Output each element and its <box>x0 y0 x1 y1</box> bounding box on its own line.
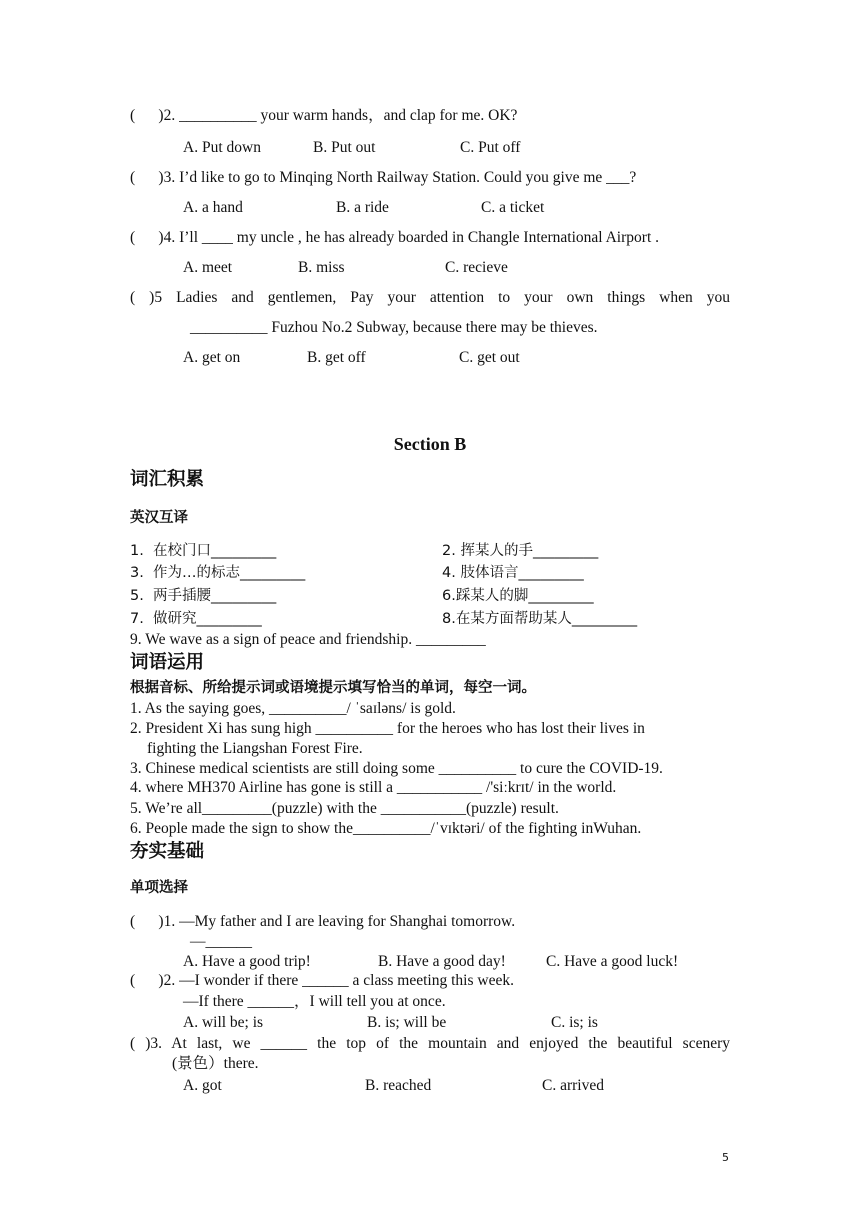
usage-heading: 词语运用 <box>130 652 205 673</box>
question-5-stem-line1: ( )5 Ladies and gentlemen, Pay your attention to your own things when you <box>130 289 730 306</box>
section-title: Section B <box>393 434 467 454</box>
basics-subheading: 单项选择 <box>130 880 188 896</box>
vocab-item-3: 3. 作为…的标志_________ <box>130 565 306 581</box>
question-4-option-b: B. miss <box>298 259 345 276</box>
vocab-subheading: 英汉互译 <box>130 510 188 526</box>
usage-line-4: 4. where MH370 Airline has gone is still a ___________ /'siːkrɪt/ in the world. <box>130 779 617 796</box>
mc-question-2-option-c: C. is; is <box>551 1014 598 1031</box>
mc-question-1-option-b: B. Have a good day! <box>378 953 506 970</box>
question-3-option-c: C. a ticket <box>481 199 545 216</box>
question-4-option-a: A. meet <box>183 259 233 276</box>
question-2-option-b: B. Put out <box>313 139 376 156</box>
question-5-option-b: B. get off <box>307 349 366 366</box>
mc-question-2-reply: —If there ______，I will tell you at once. <box>183 993 446 1010</box>
vocab-item-2: 2. 挥某人的手_________ <box>442 543 599 559</box>
question-3-option-b: B. a ride <box>336 199 389 216</box>
mc-question-2-option-b: B. is; will be <box>367 1014 447 1031</box>
usage-line-1: 1. As the saying goes, __________/ ˈsaɪləns/ is gold. <box>130 700 456 717</box>
mc-question-3-stem-line2: (景色）there. <box>172 1055 259 1072</box>
vocab-item-1: 1. 在校门口_________ <box>130 543 277 559</box>
usage-line-6: 6. People made the sign to show the__________/ˈvɪktəri/ of the fighting inWuhan. <box>130 820 642 837</box>
vocab-heading: 词汇积累 <box>130 469 205 490</box>
question-3-stem: ( )3. I’d like to go to Minqing North Railway Station. Could you give me ___? <box>130 169 637 186</box>
basics-heading: 夯实基础 <box>130 841 205 862</box>
question-2-stem: ( )2. __________ your warm hands，and clap for me. OK? <box>130 107 518 124</box>
question-3-option-a: A. a hand <box>183 199 243 216</box>
question-2-option-c: C. Put off <box>460 139 521 156</box>
usage-line-2: 2. President Xi has sung high __________ for the heroes who has lost their lives in <box>130 720 645 737</box>
mc-question-1-option-c: C. Have a good luck! <box>546 953 679 970</box>
vocab-item-4: 4. 肢体语言_________ <box>442 565 584 581</box>
mc-question-1-stem: ( )1. —My father and I are leaving for Shanghai tomorrow. <box>130 913 516 930</box>
question-5-stem-line2: __________ Fuzhou No.2 Subway, because there may be thieves. <box>190 319 598 336</box>
question-4-option-c: C. recieve <box>445 259 508 276</box>
vocab-item-8: 8.在某方面帮助某人_________ <box>442 611 638 627</box>
question-4-stem: ( )4. I’ll ____ my uncle , he has already boarded in Changle International Airport . <box>130 229 659 246</box>
usage-line-3: 3. Chinese medical scientists are still doing some __________ to cure the COVID-19. <box>130 760 663 777</box>
mc-question-2-stem: ( )2. —I wonder if there ______ a class meeting this week. <box>130 972 514 989</box>
vocab-item-6: 6.踩某人的脚_________ <box>442 588 594 604</box>
usage-line-2-cont: fighting the Liangshan Forest Fire. <box>147 740 363 757</box>
question-2-option-a: A. Put down <box>183 139 261 156</box>
question-5-option-c: C. get out <box>459 349 520 366</box>
usage-line-5: 5. We’re all_________(puzzle) with the ___________(puzzle) result. <box>130 800 559 817</box>
usage-instruction: 根据音标、所给提示词或语境提示填写恰当的单词，每空一词。 <box>130 680 536 696</box>
mc-question-2-option-a: A. will be; is <box>183 1014 264 1031</box>
page-number: 5 <box>722 1151 729 1164</box>
mc-question-3-option-c: C. arrived <box>542 1077 604 1094</box>
mc-question-3-option-a: A. got <box>183 1077 222 1094</box>
question-5-option-a: A. get on <box>183 349 241 366</box>
vocab-item-9: 9. We wave as a sign of peace and friendship. _________ <box>130 631 486 648</box>
vocab-item-7: 7. 做研究_________ <box>130 611 262 627</box>
mc-question-3-stem-line1: ( )3. At last, we ______ the top of the mountain and enjoyed the beautiful scenery <box>130 1035 730 1052</box>
mc-question-1-reply: —______ <box>190 933 252 950</box>
vocab-item-5: 5. 两手插腰_________ <box>130 588 277 604</box>
mc-question-3-option-b: B. reached <box>365 1077 432 1094</box>
mc-question-1-option-a: A. Have a good trip! <box>183 953 311 970</box>
